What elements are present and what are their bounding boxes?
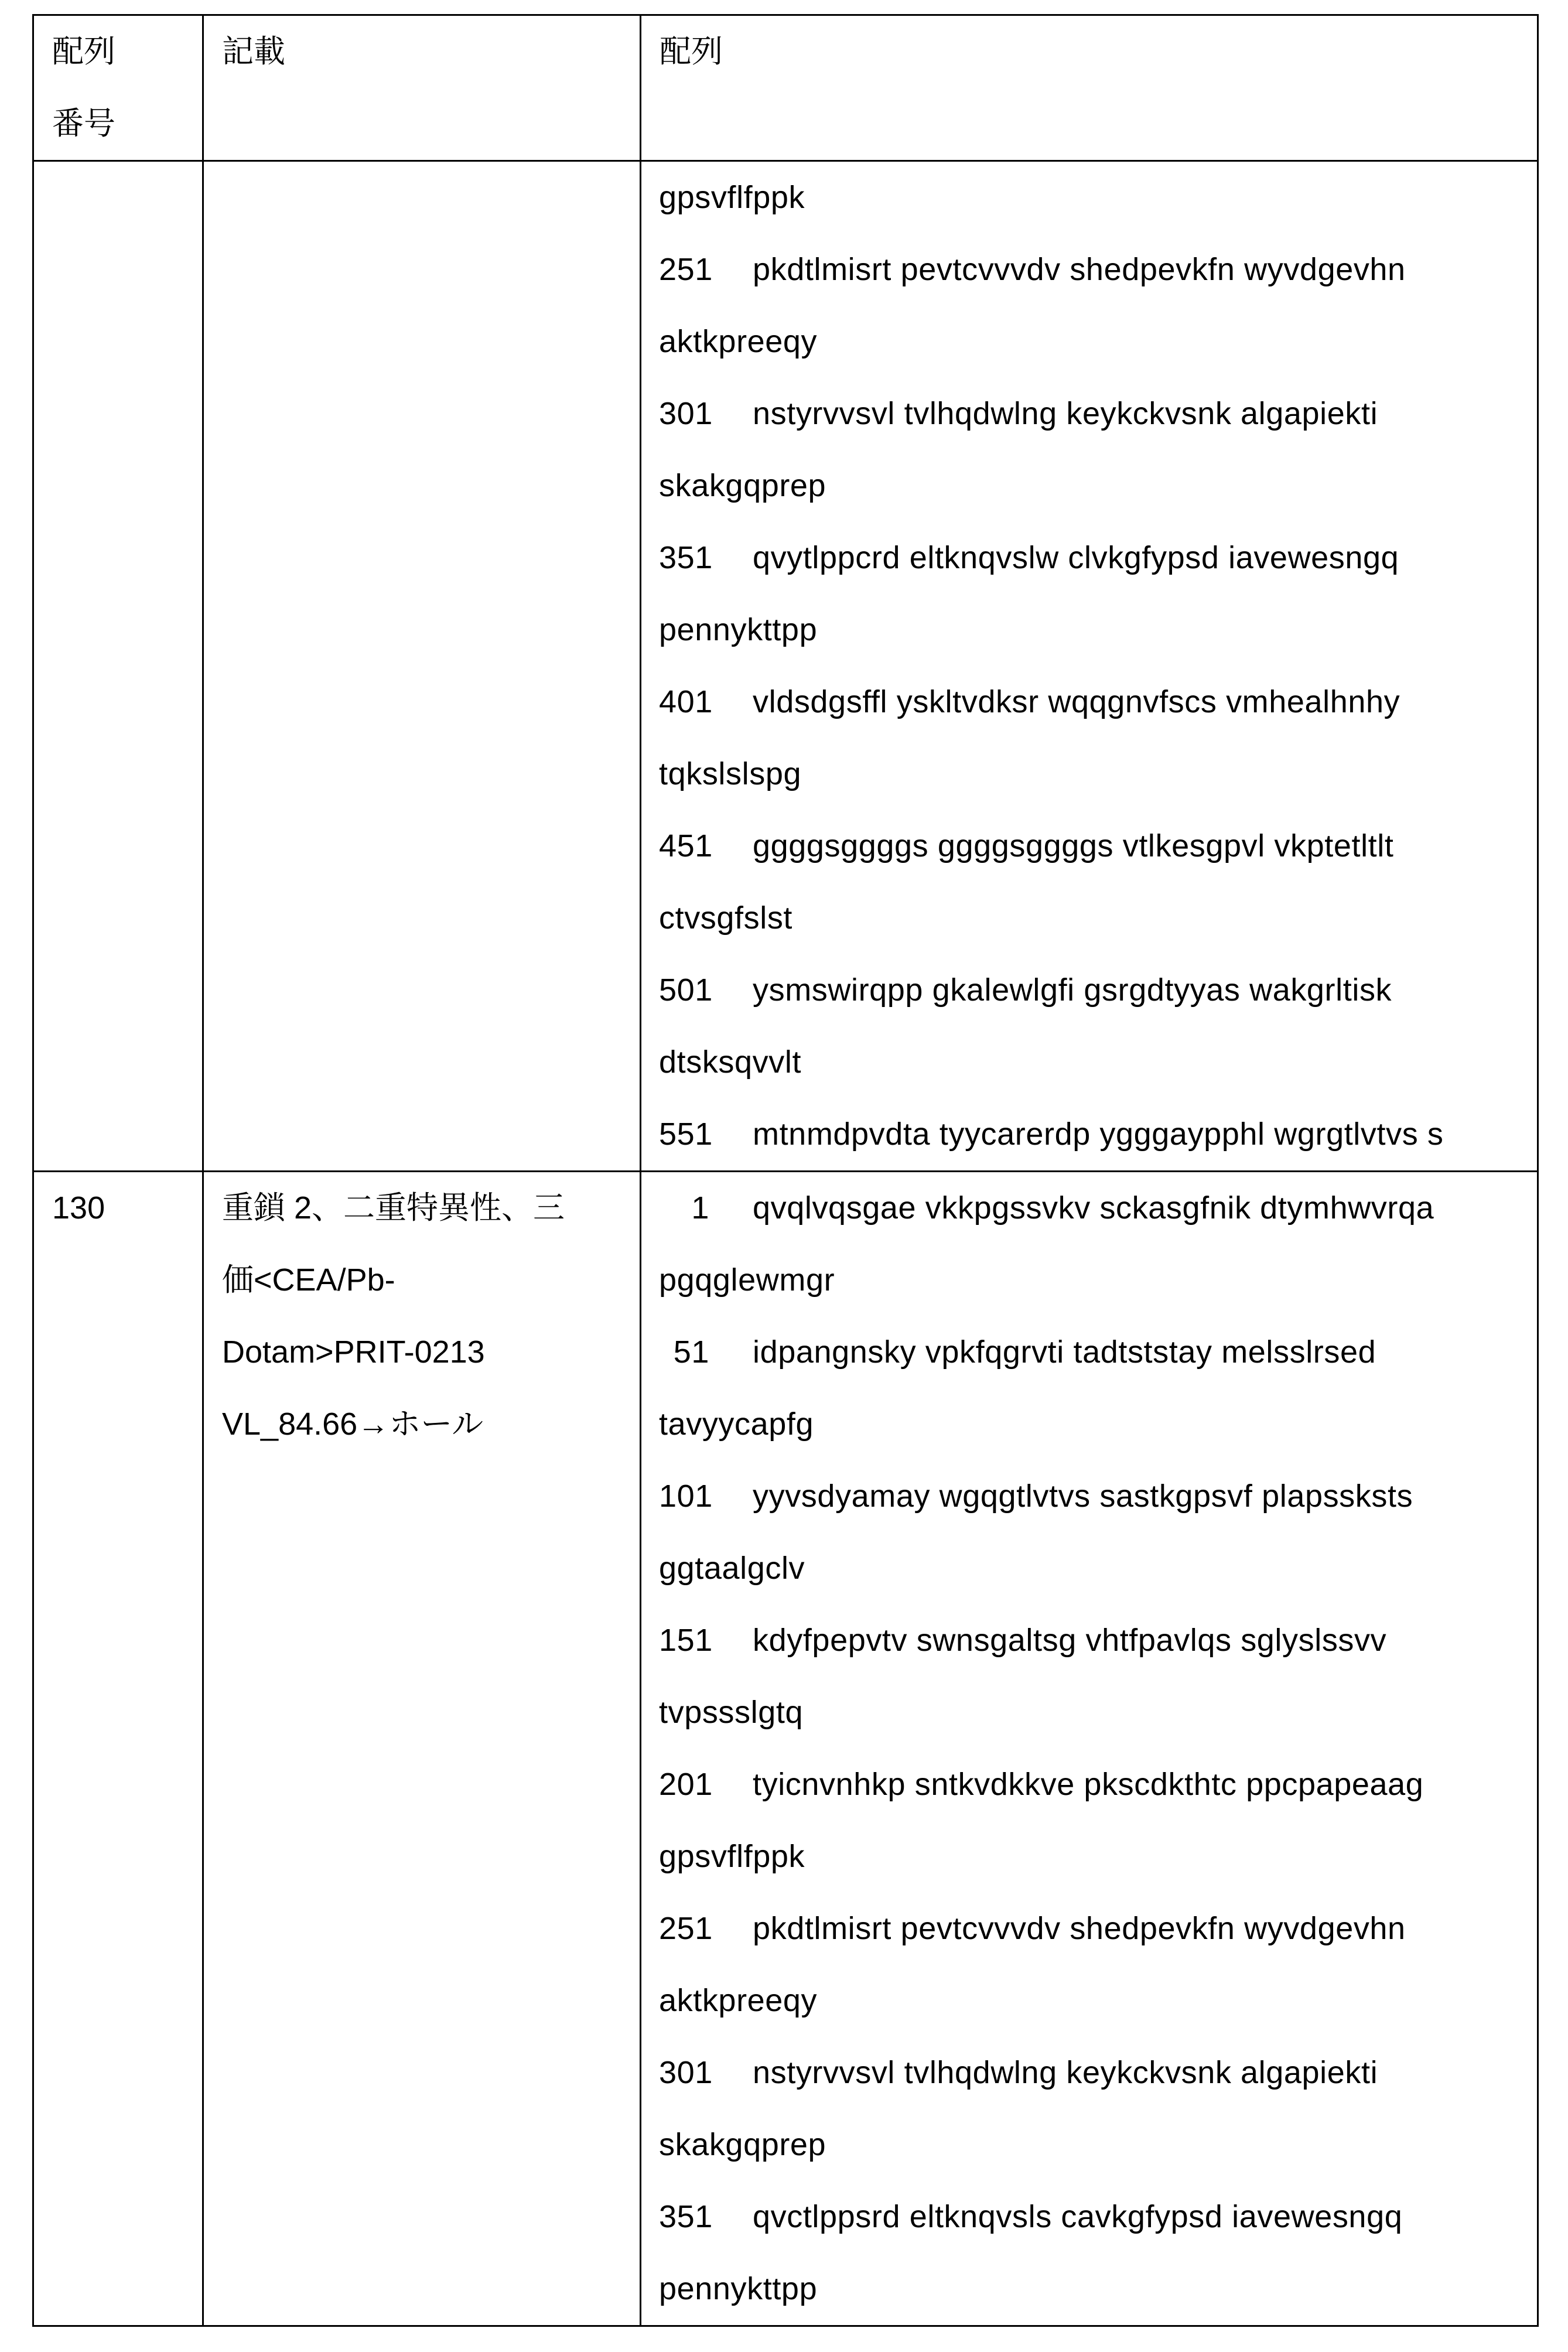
table-row (33, 1172, 1538, 2326)
residue-text: tavyycapfg (659, 1407, 814, 1442)
seq-no-cell (33, 161, 203, 1172)
sequence-line (659, 1605, 1531, 1677)
residue-text: tvpssslgtq (659, 1695, 804, 1730)
residue-text: skakgqprep (659, 2127, 826, 2162)
residue-position-number: 201 (659, 1767, 713, 1802)
seq-no-cell (33, 1172, 203, 2326)
sequence-line (659, 738, 1531, 810)
residue-text: ggggsggggs ggggsggggs vtlkesgpvl vkptetltlt (753, 828, 1394, 863)
residue-position-number: 151 (659, 1623, 713, 1658)
residue-text: gpsvflfppk (659, 1839, 805, 1874)
description-cell (203, 161, 641, 1172)
seq-no (52, 162, 196, 234)
sequence-line (659, 1749, 1531, 1821)
header-description-label: 記載 (222, 34, 285, 69)
sequence-line (659, 1172, 1531, 1244)
residue-text: qvytlppcrd eltknqvslw clvkgfypsd iavewesngq (753, 540, 1399, 575)
residue-position-number: 501 (659, 972, 713, 1008)
sequence-line (659, 1893, 1531, 1965)
sequence-cell (641, 161, 1538, 1172)
sequence-line (659, 522, 1531, 594)
residue-position-number: 351 (659, 540, 713, 575)
sequence-line (659, 1821, 1531, 1893)
sequence-line (659, 954, 1531, 1026)
sequence-table (32, 14, 1539, 2327)
residue-text: tyicnvnhkp sntkvdkkve pkscdkthtc ppcpapeaag (753, 1767, 1424, 1802)
residue-text: qvctlppsrd eltknqvsls cavkgfypsd iavewesngq (753, 2199, 1403, 2234)
residue-position-number: 301 (659, 396, 713, 431)
header-seq-no (33, 15, 203, 161)
seq-no: 130 (52, 1190, 105, 1226)
residue-text: pkdtlmisrt pevtcvvvdv shedpevkfn wyvdgevhn (753, 252, 1406, 287)
residue-text: ctvsgfslst (659, 900, 793, 936)
sequence-lines (641, 1172, 1537, 2325)
residue-text: mtnmdpvdta tyycarerdp ygggaypphl wgrgtlvtvs s (753, 1117, 1444, 1152)
header-sequence (641, 15, 1538, 161)
sequence-line (659, 1965, 1531, 2037)
sequence-line (659, 306, 1531, 378)
description-line: 価<CEA/Pb- (222, 1262, 395, 1298)
residue-text: qvqlvqsgae vkkpgssvkv sckasgfnik dtymhwvrqa (753, 1190, 1434, 1226)
sequence-line (659, 1460, 1531, 1532)
sequence-line (659, 594, 1531, 666)
residue-text: aktkpreeqy (659, 1983, 818, 2018)
sequence-line (659, 2037, 1531, 2109)
residue-position-number: 451 (659, 828, 713, 863)
description-lines (204, 1172, 640, 1460)
residue-position-number: 1 (691, 1190, 709, 1226)
sequence-line (659, 2181, 1531, 2253)
residue-text: skakgqprep (659, 468, 826, 503)
description-cell (203, 1172, 641, 2326)
residue-text: yyvsdyamay wgqgtlvtvs sastkgpsvf plapssksts (753, 1479, 1413, 1514)
sequence-lines (641, 162, 1537, 1170)
residue-text: gpsvflfppk (659, 180, 805, 215)
sequence-line (659, 1026, 1531, 1098)
residue-position-number: 351 (659, 2199, 713, 2234)
sequence-line (659, 1677, 1531, 1749)
header-description (203, 15, 641, 161)
residue-text: pkdtlmisrt pevtcvvvdv shedpevkfn wyvdgevhn (753, 1911, 1406, 1946)
sequence-line (659, 234, 1531, 306)
sequence-line (659, 2253, 1531, 2325)
sequence-line (659, 882, 1531, 954)
residue-text: vldsdgsffl yskltvdksr wqqgnvfscs vmhealhnhy (753, 684, 1400, 719)
residue-text: nstyrvvsvl tvlhqdwlng keykckvsnk algapiekti (753, 396, 1378, 431)
residue-text: ggtaalgclv (659, 1551, 805, 1586)
residue-text: kdyfpepvtv swnsgaltsg vhtfpavlqs sglyslssvv (753, 1623, 1387, 1658)
residue-text: idpangnsky vpkfqgrvti tadtststay melsslrsed (753, 1334, 1376, 1370)
residue-position-number: 101 (659, 1479, 713, 1514)
residue-position-number: 551 (659, 1117, 713, 1152)
sequence-line (659, 2109, 1531, 2181)
residue-text: tqkslslspg (659, 756, 802, 791)
residue-position-number: 301 (659, 2055, 713, 2090)
residue-position-number: 401 (659, 684, 713, 719)
residue-text: nstyrvvsvl tvlhqdwlng keykckvsnk algapiekti (753, 2055, 1378, 2090)
sequence-line (659, 378, 1531, 450)
description-line: VL_84.66→ホール (222, 1407, 484, 1442)
sequence-line (659, 1098, 1531, 1170)
header-seq-no-line2: 番号 (52, 106, 115, 141)
residue-text: pgqglewmgr (659, 1262, 835, 1298)
header-seq-no-line1: 配列 (52, 34, 115, 69)
sequence-line (659, 666, 1531, 738)
table-row (33, 161, 1538, 1172)
sequence-cell (641, 1172, 1538, 2326)
header-sequence-label: 配列 (660, 34, 723, 69)
sequence-line (659, 810, 1531, 882)
residue-text: aktkpreeqy (659, 324, 818, 359)
sequence-line (659, 162, 1531, 234)
residue-text: pennykttpp (659, 612, 818, 647)
description-line: Dotam>PRIT-0213 (222, 1334, 485, 1370)
sequence-line (659, 1244, 1531, 1316)
residue-text: ysmswirqpp gkalewlgfi gsrgdtyyas wakgrltisk (753, 972, 1392, 1008)
sequence-line (659, 1316, 1531, 1388)
description-line: 重鎖 2、二重特異性、三 (222, 1190, 565, 1226)
sequence-line (659, 450, 1531, 522)
residue-position-number: 251 (659, 252, 713, 287)
sequence-line (659, 1388, 1531, 1460)
residue-position-number: 51 (673, 1334, 709, 1370)
residue-text: dtsksqvvlt (659, 1044, 802, 1080)
table-header-row (33, 15, 1538, 161)
sequence-line (659, 1532, 1531, 1605)
residue-position-number: 251 (659, 1911, 713, 1946)
residue-text: pennykttpp (659, 2271, 818, 2306)
